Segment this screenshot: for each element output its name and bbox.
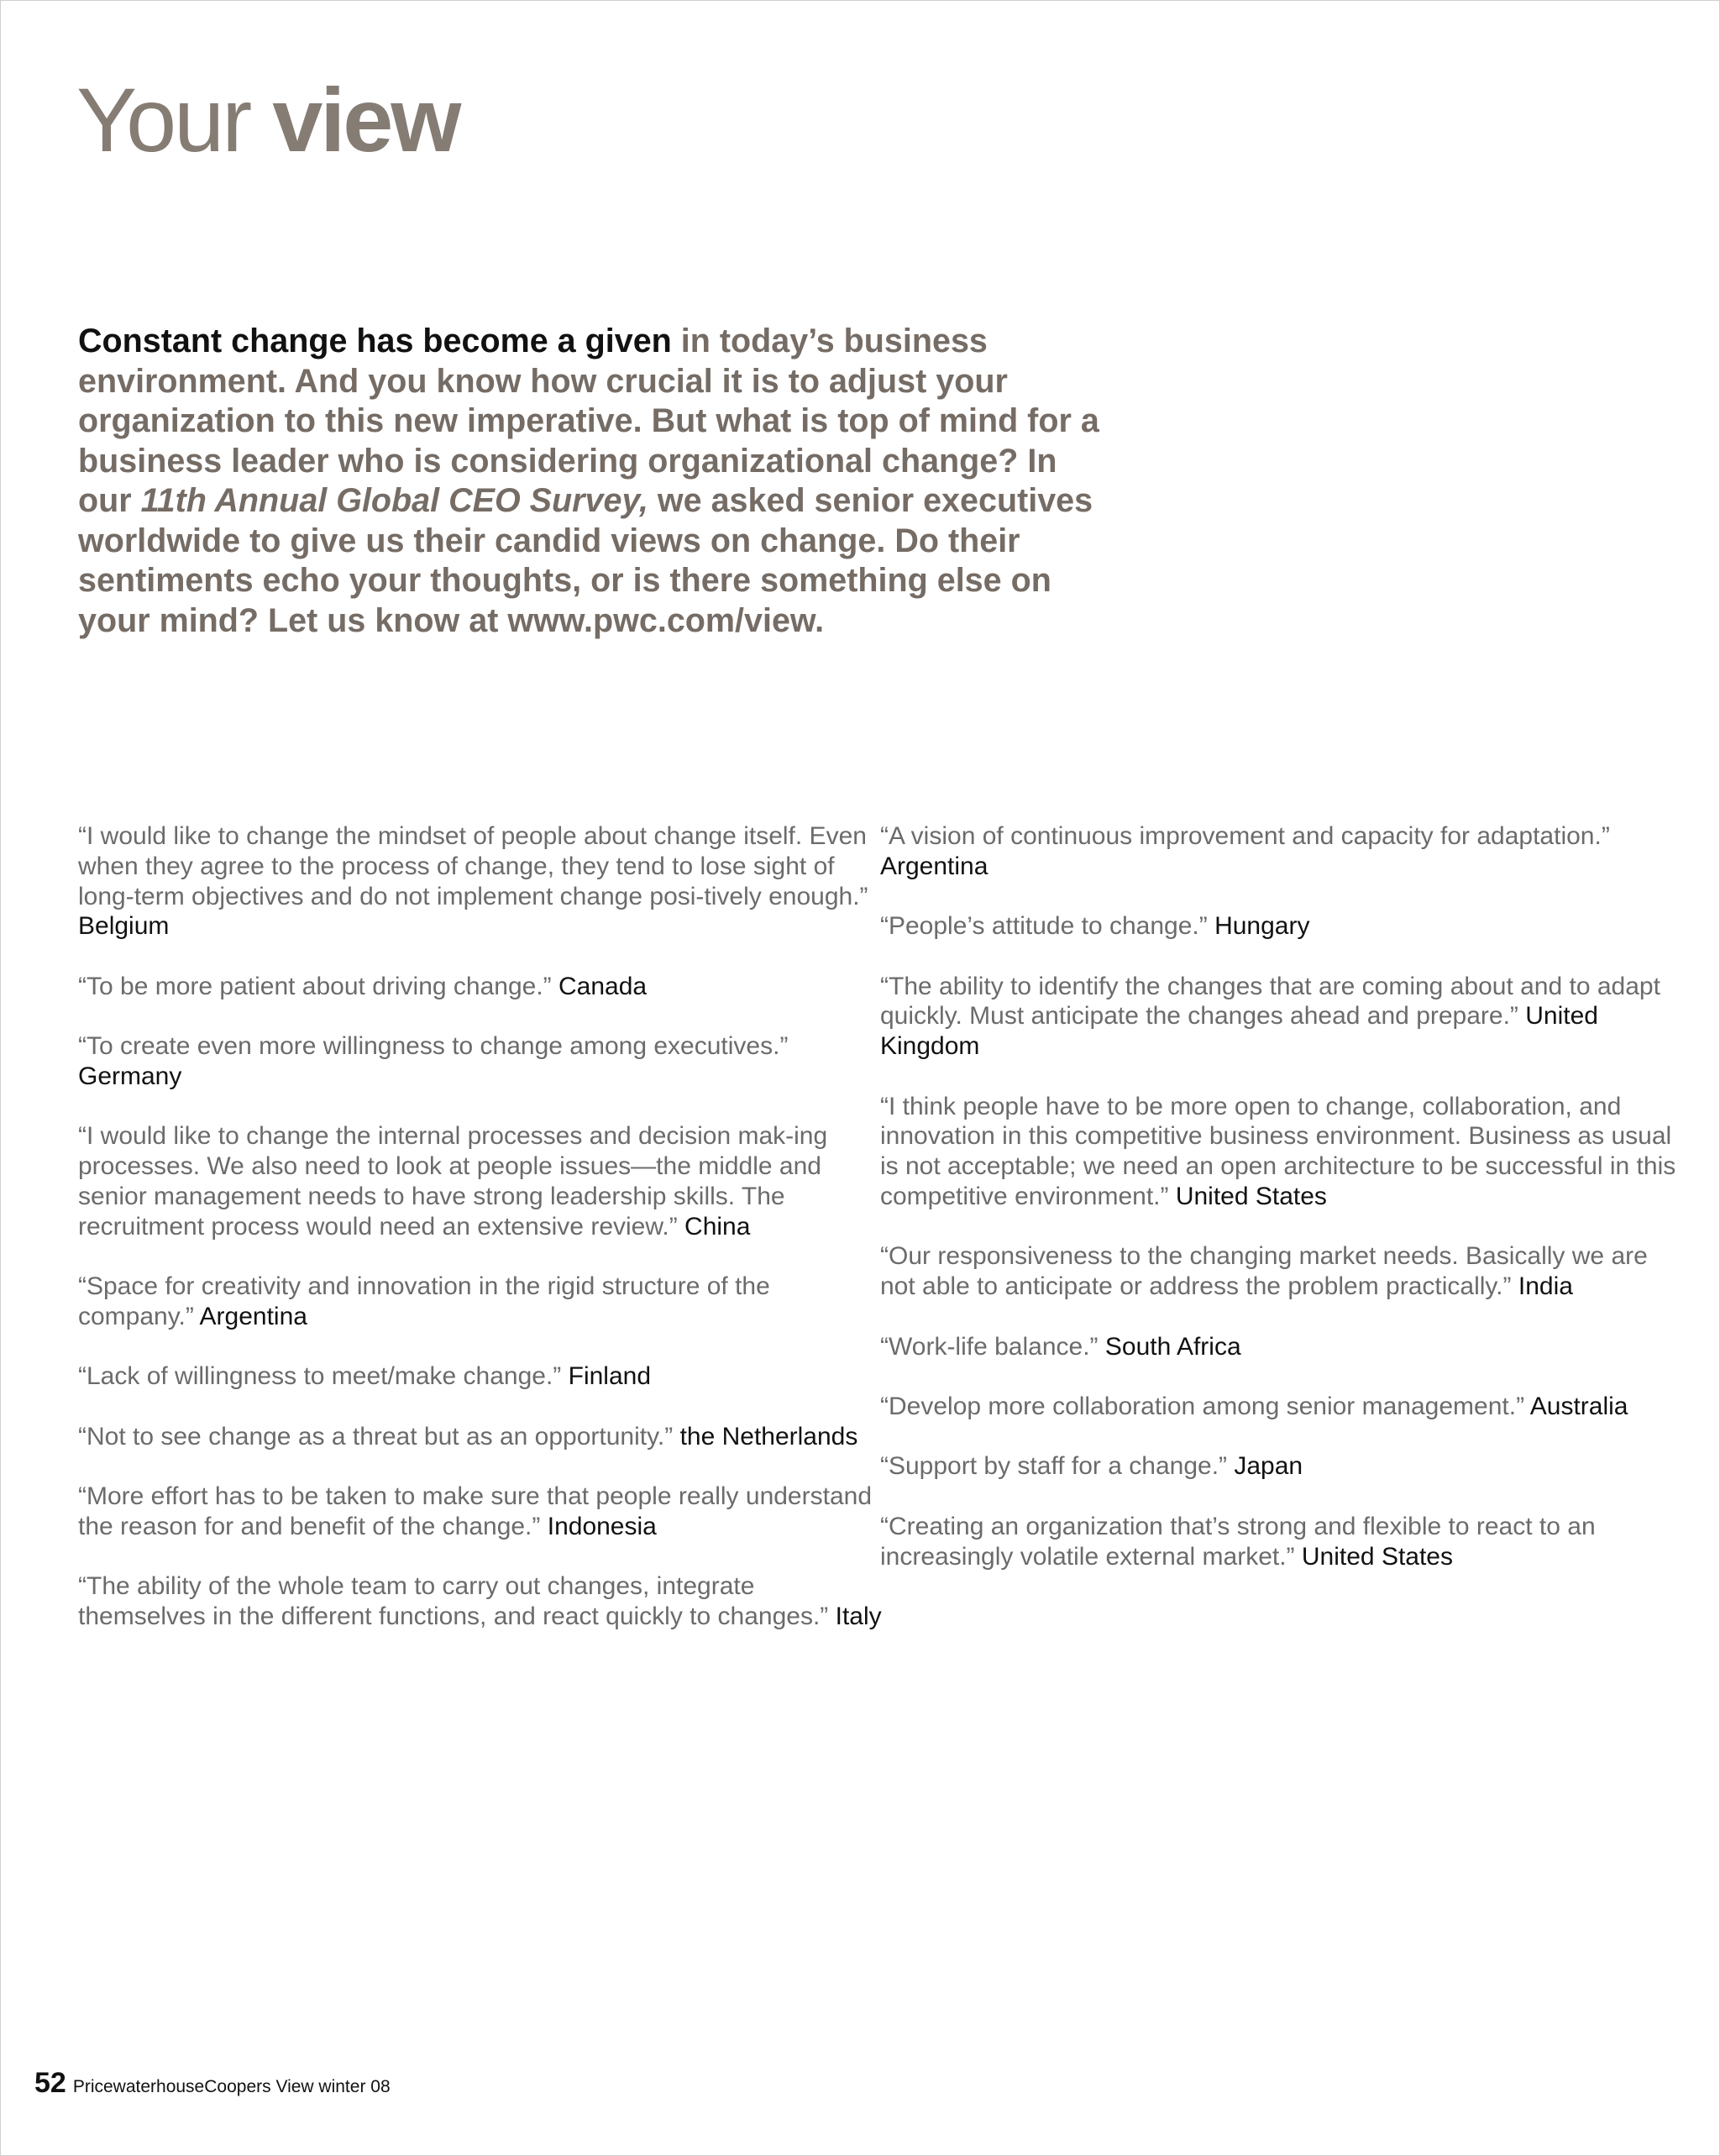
quote-item bbox=[78, 1571, 884, 1632]
publication-name: PricewaterhouseCoopers View winter 08 bbox=[72, 2077, 391, 2096]
quote-country: Canada bbox=[558, 972, 648, 1000]
intro-text-1: in today’s business environment. And you know how crucial it is to adjust your organization to this new imperative. But what is top of mind for a business leader who is considering organizational change? In our bbox=[78, 323, 1099, 519]
title-bold-word: view bbox=[272, 69, 459, 170]
quote-text: “Space for creativity and innovation in the rigid structure of the company.” bbox=[78, 1272, 770, 1330]
quote-text: “Work-life balance.” bbox=[880, 1332, 1099, 1361]
quote-text: “Support by staff for a change.” bbox=[880, 1452, 1228, 1481]
quote-text: “To be more patient about driving change.” bbox=[78, 972, 552, 1000]
page-footer bbox=[34, 2067, 391, 2100]
quote-item bbox=[880, 1332, 1678, 1362]
quote-country: United Kingdom bbox=[880, 1002, 1598, 1061]
quote-item bbox=[78, 1482, 884, 1542]
quote-item bbox=[78, 821, 884, 942]
page-title bbox=[76, 66, 459, 174]
survey-name: 11th Annual Global CEO Survey, bbox=[140, 482, 648, 519]
quote-text: “Our responsiveness to the changing market needs. Basically we are not able to anticipate or address the problem practically.” bbox=[880, 1242, 1648, 1301]
quote-text: “I think people have to be more open to change, collaboration, and innovation in this competitive business environment. Business as usual is not acceptable; we need an open architecture to be successful in this competitive environment.” bbox=[880, 1092, 1676, 1210]
quote-text: “The ability to identify the changes that are coming about and to adapt quickly. Must anticipate the changes ahead and prepare.” bbox=[880, 972, 1660, 1031]
quote-text: “The ability of the whole team to carry out changes, integrate themselves in the different functions, and react quickly to changes.” bbox=[78, 1572, 829, 1631]
quotes-column-right bbox=[880, 821, 1678, 1602]
quote-item bbox=[78, 1422, 884, 1452]
quote-country: United States bbox=[1301, 1542, 1453, 1571]
quote-item bbox=[880, 1451, 1678, 1482]
quote-country: the Netherlands bbox=[679, 1422, 858, 1450]
quote-country: Argentina bbox=[199, 1302, 307, 1330]
quote-text: “More effort has to be taken to make sure that people really understand the reason for and benefit of the change.” bbox=[78, 1482, 872, 1540]
quote-item bbox=[78, 1272, 884, 1332]
title-light-word: Your bbox=[76, 69, 250, 170]
quote-country: Indonesia bbox=[547, 1512, 657, 1540]
quote-item bbox=[880, 1092, 1678, 1212]
quote-text: “I would like to change the mindset of people about change itself. Even when they agree to the process of change, they tend to lose sight of long-term objectives and do not implement change posi-tively enough.” bbox=[78, 822, 868, 910]
quote-item bbox=[880, 972, 1678, 1062]
quote-country: Hungary bbox=[1214, 912, 1310, 941]
quote-text: “Develop more collaboration among senior management.” bbox=[880, 1392, 1525, 1420]
quote-country: India bbox=[1518, 1272, 1573, 1301]
quote-country: Germany bbox=[78, 1062, 182, 1090]
page-number: 52 bbox=[34, 2067, 66, 2099]
quote-text: “People’s attitude to change.” bbox=[880, 912, 1208, 941]
intro-lead: Constant change has become a given bbox=[78, 323, 672, 359]
quote-text: “I would like to change the internal processes and decision mak-ing processes. We also need to look at people issues—the middle and senior management needs to have strong leadership skills. The recruitment process would need an extensive review.” bbox=[78, 1122, 828, 1241]
quote-item bbox=[78, 1361, 884, 1392]
quote-country: Italy bbox=[835, 1603, 882, 1631]
quote-country: China bbox=[684, 1212, 751, 1241]
quote-text: “To create even more willingness to change among executives.” bbox=[78, 1032, 789, 1061]
quote-country: Australia bbox=[1529, 1392, 1628, 1420]
quote-country: Finland bbox=[568, 1362, 652, 1391]
quote-country: Belgium bbox=[78, 912, 170, 941]
quote-text: “Creating an organization that’s strong and flexible to react to an increasingly volatile external market.” bbox=[880, 1512, 1596, 1571]
quote-item bbox=[880, 911, 1678, 942]
quote-country: United States bbox=[1175, 1182, 1327, 1210]
quote-item bbox=[880, 1392, 1678, 1422]
quote-text: “A vision of continuous improvement and capacity for adaptation.” bbox=[880, 822, 1610, 850]
quote-country: Argentina bbox=[880, 852, 988, 880]
quote-country: Japan bbox=[1234, 1452, 1303, 1481]
quote-item bbox=[78, 1121, 884, 1241]
quote-item bbox=[880, 1512, 1678, 1572]
intro-text-2: we asked senior executives worldwide to give us their candid views on change. Do their sentiments echo your thoughts, or is there something else on your mind? Let us know at www.pwc.com/view. bbox=[78, 482, 1093, 639]
quote-item bbox=[880, 821, 1678, 882]
quote-country: South Africa bbox=[1104, 1332, 1241, 1361]
intro-paragraph bbox=[78, 322, 1120, 641]
quote-text: “Not to see change as a threat but as an opportunity.” bbox=[78, 1422, 674, 1450]
quote-item bbox=[880, 1241, 1678, 1302]
quote-text: “Lack of willingness to meet/make change.” bbox=[78, 1362, 562, 1391]
quotes-column-left bbox=[78, 821, 884, 1661]
quote-item bbox=[78, 1031, 884, 1092]
quote-item bbox=[78, 972, 884, 1002]
